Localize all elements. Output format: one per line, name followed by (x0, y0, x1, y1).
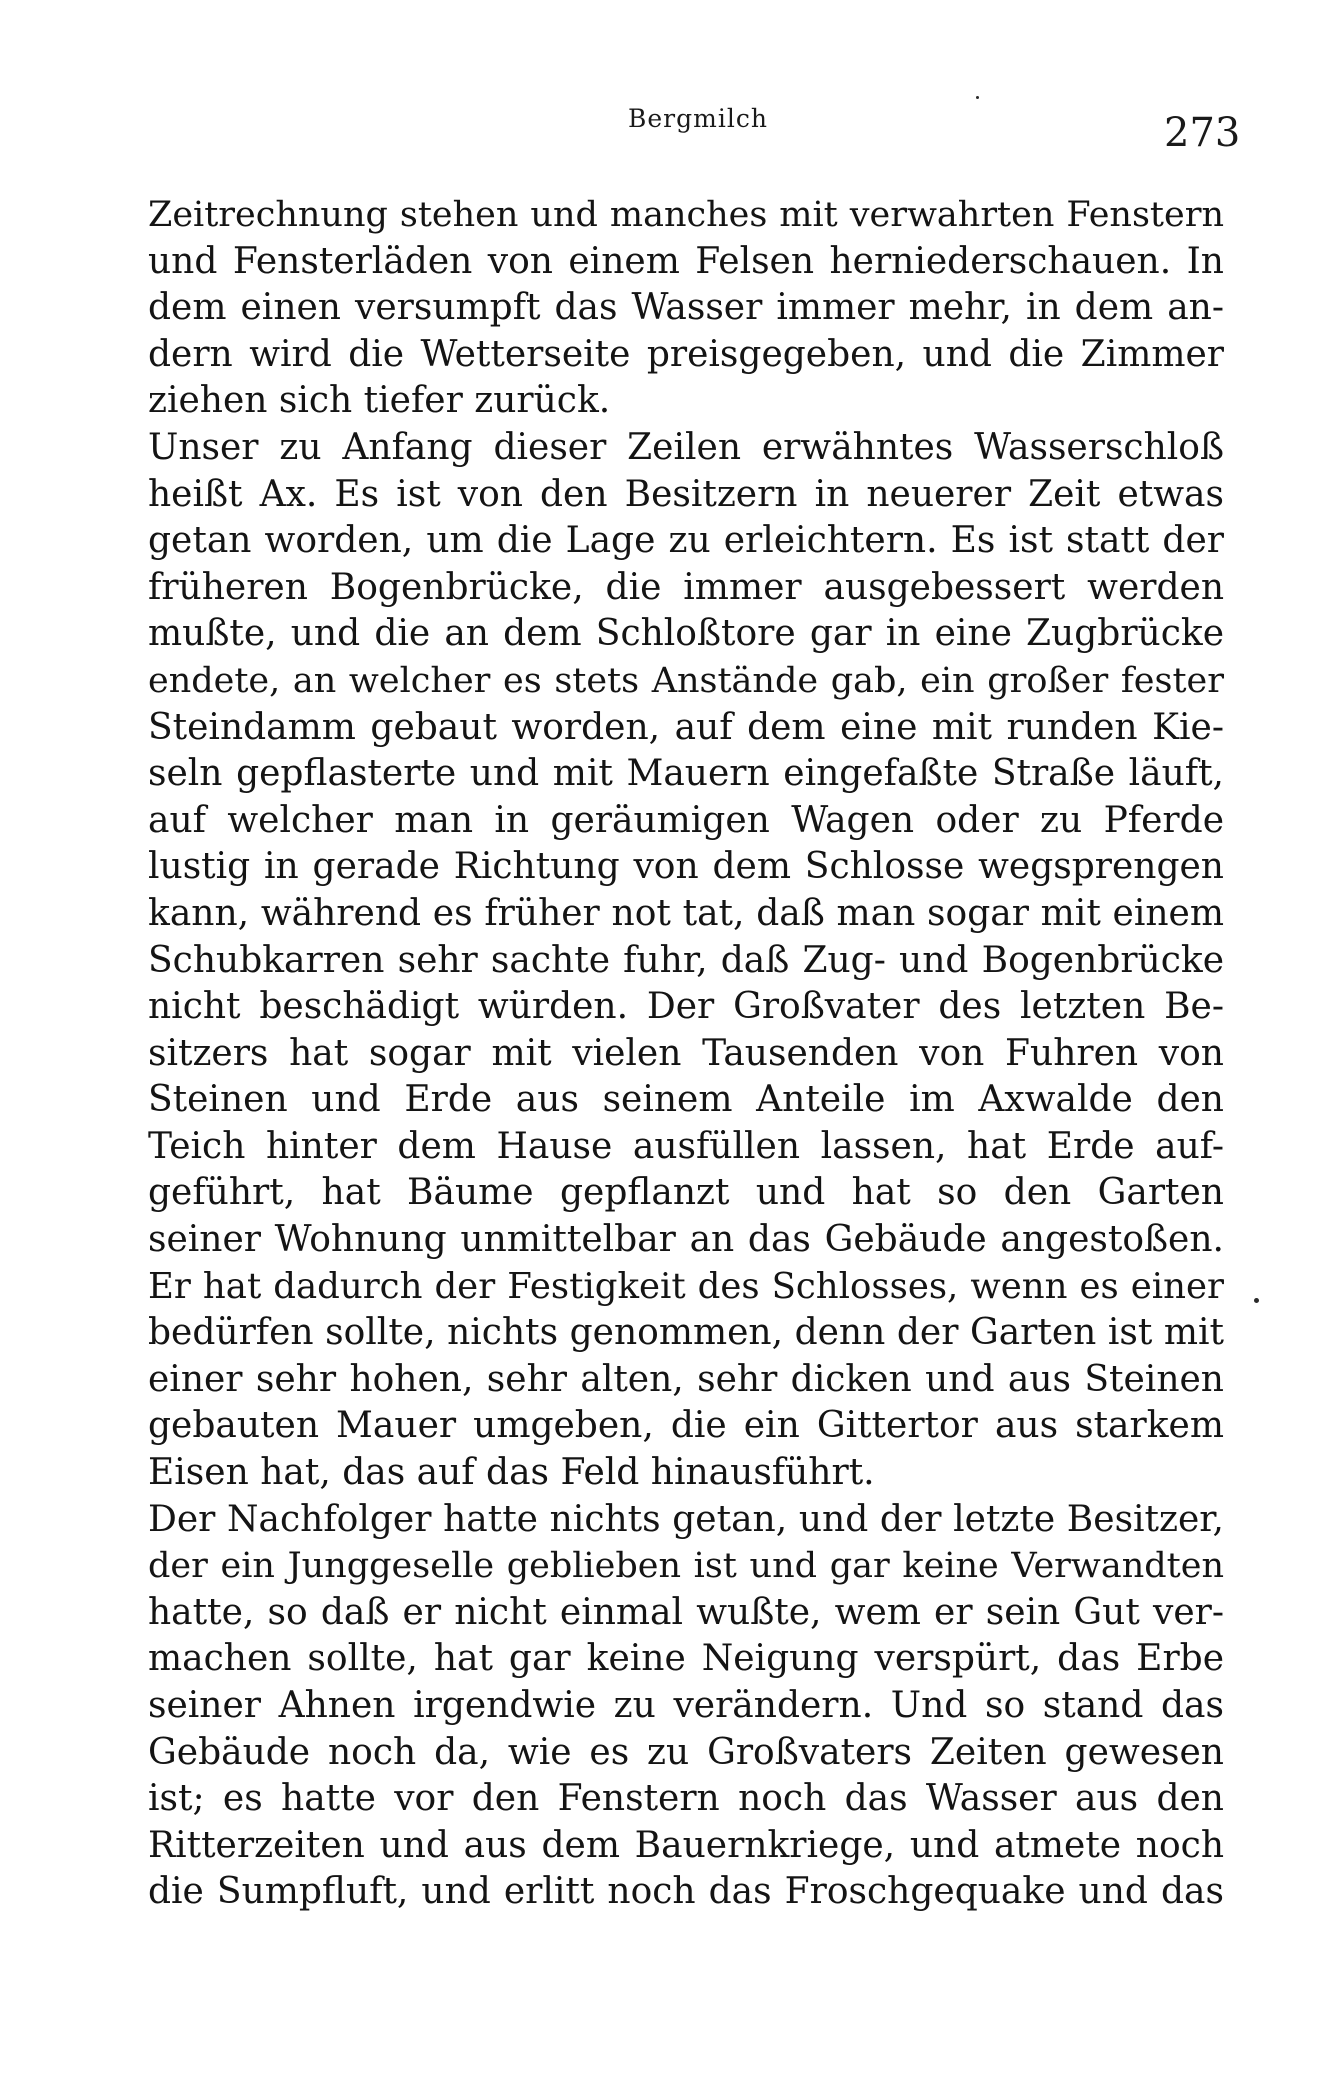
text-line: Ritterzeiten und aus dem Bauernkriege, und atmete noch (148, 1824, 1224, 1866)
text-line: ziehen sich tiefer zurück. (148, 380, 611, 422)
text-line: mußte, und die an dem Schloßtore gar in eine Zugbrücke (148, 613, 1224, 655)
text-line: Zeitrechnung stehen und manches mit verwahrten Fenstern (148, 195, 1224, 235)
text-line: Er hat dadurch der Festigkeit des Schlosses, wenn es einer (148, 1265, 1224, 1307)
text-line: Gebäude noch da, wie es zu Großvaters Zeiten gewesen (148, 1731, 1224, 1773)
text-line: auf welcher man in geräumigen Wagen oder zu Pferde (148, 799, 1224, 841)
text-line: machen sollte, hat gar keine Neigung verspürt, das Erbe (148, 1638, 1224, 1680)
text-line: bedürfen sollte, nichts genommen, denn der Garten ist mit (148, 1312, 1224, 1354)
text-line: Schubkarren sehr sachte fuhr, daß Zug- und Bogenbrücke (148, 939, 1224, 981)
text-line: geführt, hat Bäume gepflanzt und hat so den Garten (148, 1172, 1224, 1214)
text-line: kann, während es früher not tat, daß man sogar mit einem (148, 892, 1224, 934)
text-line: getan worden, um die Lage zu erleichtern. Es ist statt der (148, 520, 1224, 562)
text-line: Steindamm gebaut worden, auf dem eine mit runden Kie- (148, 706, 1224, 748)
text-line: seiner Wohnung unmittelbar an das Gebäude angestoßen. (148, 1219, 1224, 1261)
text-line: seln gepflasterte und mit Mauern eingefaßte Straße läuft, (148, 753, 1224, 795)
scan-speck (1254, 1298, 1259, 1303)
text-line: einer sehr hohen, sehr alten, sehr dicken und aus Steinen (148, 1358, 1224, 1400)
text-line: die Sumpfluft, und erlitt noch das Froschgequake und das (148, 1871, 1224, 1913)
text-line: Teich hinter dem Hause ausfüllen lassen, hat Erde auf- (148, 1125, 1224, 1167)
text-line: der ein Junggeselle geblieben ist und gar keine Verwandten (148, 1546, 1224, 1587)
text-line: früheren Bogenbrücke, die immer ausgebessert werden (148, 566, 1224, 608)
text-line: sitzers hat sogar mit vielen Tausenden von Fuhren von (148, 1032, 1224, 1074)
body-text (148, 192, 1224, 1916)
text-line: gebauten Mauer umgeben, die ein Gittertor aus starkem (148, 1405, 1224, 1447)
running-header: Bergmilch (628, 104, 768, 133)
text-line: Der Nachfolger hatte nichts getan, und der letzte Besitzer, (148, 1498, 1224, 1540)
text-line: seiner Ahnen irgendwie zu verändern. Und so stand das (148, 1685, 1224, 1726)
text-line: hatte, so daß er nicht einmal wußte, wem er sein Gut ver- (148, 1591, 1224, 1633)
text-line: endete, an welcher es stets Anstände gab, ein großer fester (148, 660, 1224, 701)
text-line: heißt Ax. Es ist von den Besitzern in neuerer Zeit etwas (148, 473, 1224, 515)
text-line: ist; es hatte vor den Fenstern noch das Wasser aus den (148, 1778, 1224, 1820)
text-line: Steinen und Erde aus seinem Anteile im Axwalde den (148, 1079, 1224, 1121)
text-line: dern wird die Wetterseite preisgegeben, und die Zimmer (148, 333, 1224, 375)
text-line: dem einen versumpft das Wasser immer mehr, in dem an- (148, 287, 1224, 329)
text-line: und Fensterläden von einem Felsen herniederschauen. In (148, 240, 1224, 282)
text-line: Unser zu Anfang dieser Zeilen erwähntes Wasserschloß (148, 426, 1224, 468)
text-line: nicht beschädigt würden. Der Großvater des letzten Be- (148, 986, 1224, 1028)
text-line: Eisen hat, das auf das Feld hinausführt. (148, 1452, 875, 1494)
page-number: 273 (1164, 110, 1241, 156)
text-line: lustig in gerade Richtung von dem Schlosse wegsprengen (148, 846, 1224, 888)
scan-speck (976, 96, 979, 99)
